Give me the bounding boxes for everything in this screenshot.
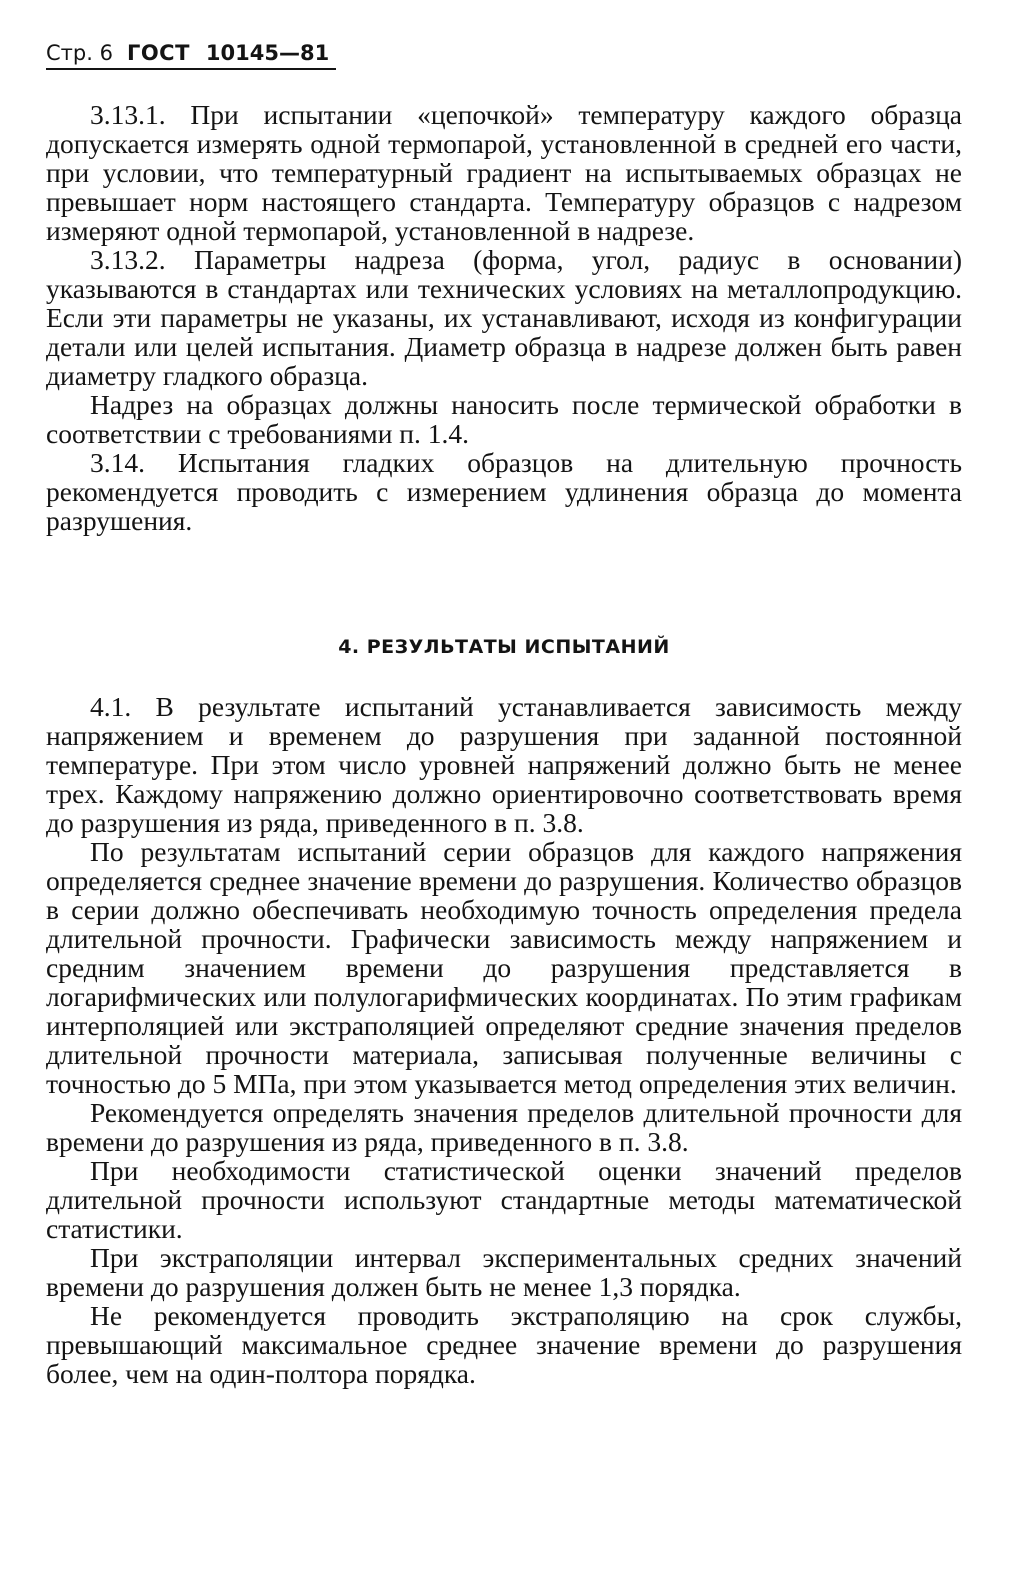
page-number: Стр. 6: [46, 41, 113, 65]
paragraph-extrapolation-limit: Не рекомендуется проводить экстраполяцию на срок службы, превышающий максимальное среднее значение времени до разрушения более, чем на один-полтора порядка.: [46, 1300, 962, 1389]
paragraph-3-14: 3.14. Испытания гладких образцов на длительную прочность рекомендуется проводить с измерением удлинения образца до момента разрушения.: [46, 447, 962, 536]
standard-number: 10145—81: [205, 41, 330, 65]
paragraph-3-13-1: 3.13.1. При испытании «цепочкой» температуру каждого образца допускается измерять одной термопарой, установленной в средней его части, при условии, что температурный градиент на испытываемых образцах не превышает норм настоящего стандарта. Температуру образцов с надрезом измеряют одной термопарой, установленной в надрезе.: [46, 99, 962, 246]
section-3-text: [46, 100, 962, 535]
standard-label: ГОСТ: [126, 41, 190, 65]
paragraph-3-13-2: 3.13.2. Параметры надреза (форма, угол, радиус в основании) указываются в стандартах или технических условиях на металлопродукцию. Если эти параметры не указаны, их устанавливают, исходя из конфигурации детали или целей испытания. Диаметр образца в надрезе должен быть равен диаметру гладкого образца.: [46, 244, 962, 391]
paragraph-statistics: При необходимости статистической оценки значений пределов длительной прочности используют стандартные методы математической статистики.: [46, 1155, 962, 1244]
paragraph-series-results: По результатам испытаний серии образцов для каждого напряжения определяется среднее значение времени до разрушения. Количество образцов в серии должно обеспечивать необходимую точность определения предела длительной прочности. Графически зависимость между напряжением и средним значением времени до разрушения представляется в логарифмических или полулогарифмических координатах. По этим графикам интерполяцией или экстраполяцией определяют средние значения пределов длительной прочности материала, записывая полученные величины с точностью до 5 МПа, при этом указывается метод определения этих величин.: [46, 836, 962, 1099]
section-4-text: [46, 692, 962, 1388]
paragraph-notch: Надрез на образцах должны наносить после термической обработки в соответствии с требованиями п. 1.4.: [46, 389, 962, 449]
paragraph-recommended-values: Рекомендуется определять значения пределов длительной прочности для времени до разрушения из ряда, приведенного в п. 3.8.: [46, 1097, 962, 1157]
section-4-heading: 4. РЕЗУЛЬТАТЫ ИСПЫТАНИЙ: [338, 636, 670, 658]
paragraph-extrapolation-interval: При экстраполяции интервал экспериментальных средних значений времени до разрушения должен быть не менее 1,3 порядка.: [46, 1242, 962, 1302]
paragraph-4-1: 4.1. В результате испытаний устанавливается зависимость между напряжением и временем до разрушения при заданной постоянной температуре. При этом число уровней напряжений должно быть не менее трех. Каждому напряжению должно ориентировочно соответствовать время до разрушения из ряда, приведенного в п. 3.8.: [46, 691, 962, 838]
page-header: [46, 38, 336, 70]
